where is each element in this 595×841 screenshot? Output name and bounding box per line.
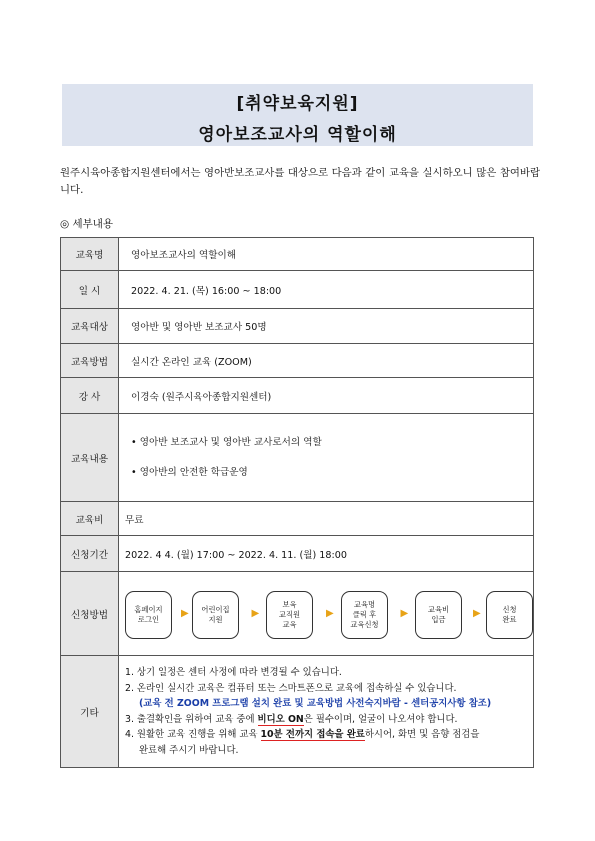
title-line2: 영아보조교사의 역할이해 (198, 125, 397, 145)
row-lecturer (61, 378, 534, 414)
row-etc (61, 656, 534, 768)
label-fee: 교육비 (61, 502, 119, 536)
apply-step-2: 어린이집 지원 (192, 591, 239, 639)
value-apply (119, 572, 534, 656)
details-table (60, 237, 534, 768)
section-title: ◎ 세부내용 (60, 218, 114, 230)
value-date: 2022. 4. 21. (목) 16:00 ~ 18:00 (119, 271, 534, 309)
label-etc: 기타 (61, 656, 119, 768)
etc-line-2: 2. 온라인 실시간 교육은 컴퓨터 또는 스마트폰으로 교육에 접속하실 수 있습니다. (125, 682, 457, 694)
apply-flow (119, 574, 533, 654)
apply-step-3: 보육 교직원 교육 (266, 591, 313, 639)
value-period: 2022. 4 4. (월) 17:00 ~ 2022. 4. 11. (월) 18:00 (119, 536, 534, 572)
arrow-icon: ▶ (251, 607, 260, 619)
apply-step-5: 교육비 입금 (415, 591, 462, 639)
arrow-icon: ▶ (400, 607, 409, 619)
label-content: 교육내용 (61, 414, 119, 502)
value-fee: 무료 (119, 502, 534, 536)
etc-10min: 10분 전까지 접속을 완료 (260, 729, 365, 740)
title-line1: [취약보육지원] (236, 94, 359, 114)
label-target: 교육대상 (61, 309, 119, 344)
label-apply: 신청방법 (61, 572, 119, 656)
label-period: 신청기간 (61, 536, 119, 572)
arrow-icon: ▶ (473, 607, 481, 619)
apply-step-6: 신청 완료 (486, 591, 533, 639)
etc-line-4a: 4. 원활한 교육 진행을 위해 교육 (125, 729, 261, 740)
row-apply (61, 572, 534, 656)
label-date: 일 시 (61, 271, 119, 309)
value-content (119, 414, 534, 502)
etc-video-on: 비디오 ON (257, 713, 304, 725)
etc-line-3a: 3. 출결확인을 위하여 교육 중에 (125, 713, 258, 725)
arrow-icon: ▶ (181, 607, 189, 619)
title-box (62, 84, 533, 146)
value-course: 영아보조교사의 역할이해 (119, 238, 534, 271)
row-fee (61, 502, 534, 536)
value-lecturer: 이경숙 (원주시육아종합지원센터) (119, 378, 534, 414)
apply-step-4: 교육명 클릭 후 교육신청 (341, 591, 388, 639)
etc-line-3c: 은 필수이며, 얼굴이 나오셔야 합니다. (303, 713, 458, 725)
row-period (61, 536, 534, 572)
label-method: 교육방법 (61, 344, 119, 378)
etc-line-4 (125, 727, 527, 743)
apply-step-1: 홈페이지 로그인 (125, 591, 172, 639)
content-item-1: • 영아반 보조교사 및 영아반 교사로서의 역할 (131, 436, 322, 448)
etc-line-3 (125, 712, 527, 728)
value-target: 영아반 및 영아반 보조교사 50명 (119, 309, 534, 344)
row-target (61, 309, 534, 344)
label-lecturer: 강 사 (61, 378, 119, 414)
etc-line-4d: 완료해 주시기 바랍니다. (139, 744, 239, 756)
row-method (61, 344, 534, 378)
arrow-icon: ▶ (326, 607, 334, 619)
etc-line-2b: (교육 전 ZOOM 프로그램 설치 완료 및 교육방법 사전숙지바람 - 센터공지사항 참조) (139, 698, 492, 709)
row-course (61, 238, 534, 271)
row-date (61, 271, 534, 309)
label-course: 교육명 (61, 238, 119, 271)
intro-text: 원주시육아종합지원센터에서는 영아반보조교사를 대상으로 다음과 같이 교육을 실시하오니 많은 참여바랍니다. (60, 167, 540, 196)
row-content (61, 414, 534, 502)
content-item-2: • 영아반의 안전한 학급운영 (131, 466, 248, 478)
etc-line-1: 1. 상기 일정은 센터 사정에 따라 변경될 수 있습니다. (125, 667, 342, 678)
value-method: 실시간 온라인 교육 (ZOOM) (119, 344, 534, 378)
value-etc (119, 656, 534, 768)
etc-line-4c: 하시어, 화면 및 음향 점검을 (364, 729, 480, 740)
